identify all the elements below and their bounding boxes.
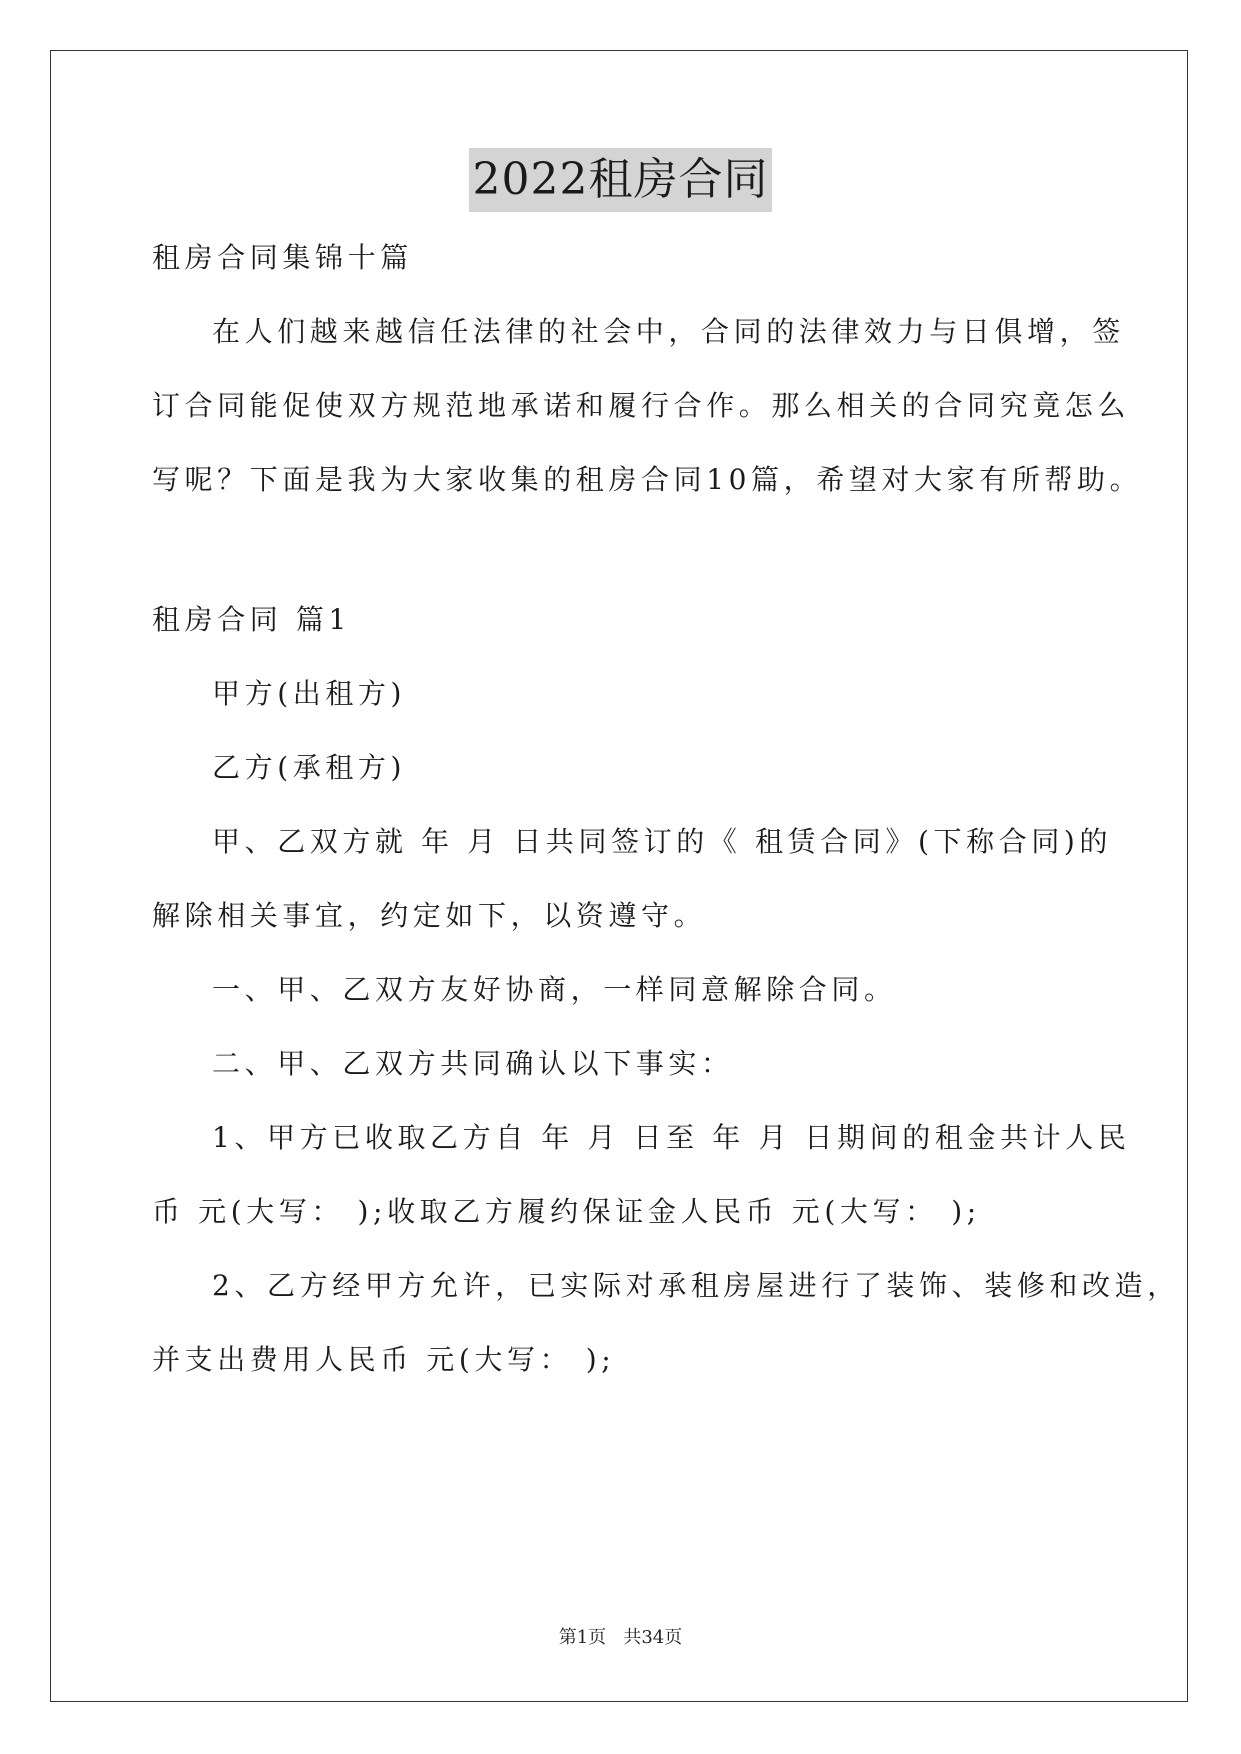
paragraph-line: 甲、乙双方就 年 月 日共同签订的《 租赁合同》(下称合同)的 bbox=[212, 825, 1113, 858]
paragraph-line: 解除相关事宜，约定如下，以资遵守。 bbox=[152, 899, 707, 932]
clause-line: 2、乙方经甲方允许，已实际对承租房屋进行了装饰、装修和改造， bbox=[212, 1269, 1180, 1302]
paragraph-line: 订合同能促使双方规范地承诺和履行合作。那么相关的合同究竟怎么 bbox=[152, 389, 1131, 422]
clause-line: 并支出费用人民币 元(大写： ); bbox=[152, 1343, 616, 1376]
document-title: 2022租房合同 bbox=[469, 148, 773, 212]
paragraph-line: 在人们越来越信任法律的社会中，合同的法律效力与日俱增，签 bbox=[212, 315, 1125, 348]
page-border bbox=[50, 50, 1188, 1702]
subtitle-line: 租房合同集锦十篇 bbox=[152, 241, 413, 274]
clause-line: 1、甲方已收取乙方自 年 月 日至 年 月 日期间的租金共计人民 bbox=[212, 1121, 1131, 1154]
clause-line: 一、甲、乙双方友好协商，一样同意解除合同。 bbox=[212, 973, 897, 1006]
clause-line: 二、甲、乙双方共同确认以下事实： bbox=[212, 1047, 734, 1080]
section-heading: 租房合同 篇1 bbox=[152, 603, 351, 636]
paragraph-line: 写呢？下面是我为大家收集的租房合同10篇，希望对大家有所帮助。 bbox=[152, 463, 1143, 496]
party-a-line: 甲方(出租方) bbox=[212, 677, 407, 710]
party-b-line: 乙方(承租方) bbox=[212, 751, 407, 784]
page-footer: 第1页 共34页 bbox=[558, 1627, 683, 1648]
clause-line: 币 元(大写： );收取乙方履约保证金人民币 元(大写： ); bbox=[152, 1195, 981, 1228]
title-container bbox=[0, 148, 1241, 212]
